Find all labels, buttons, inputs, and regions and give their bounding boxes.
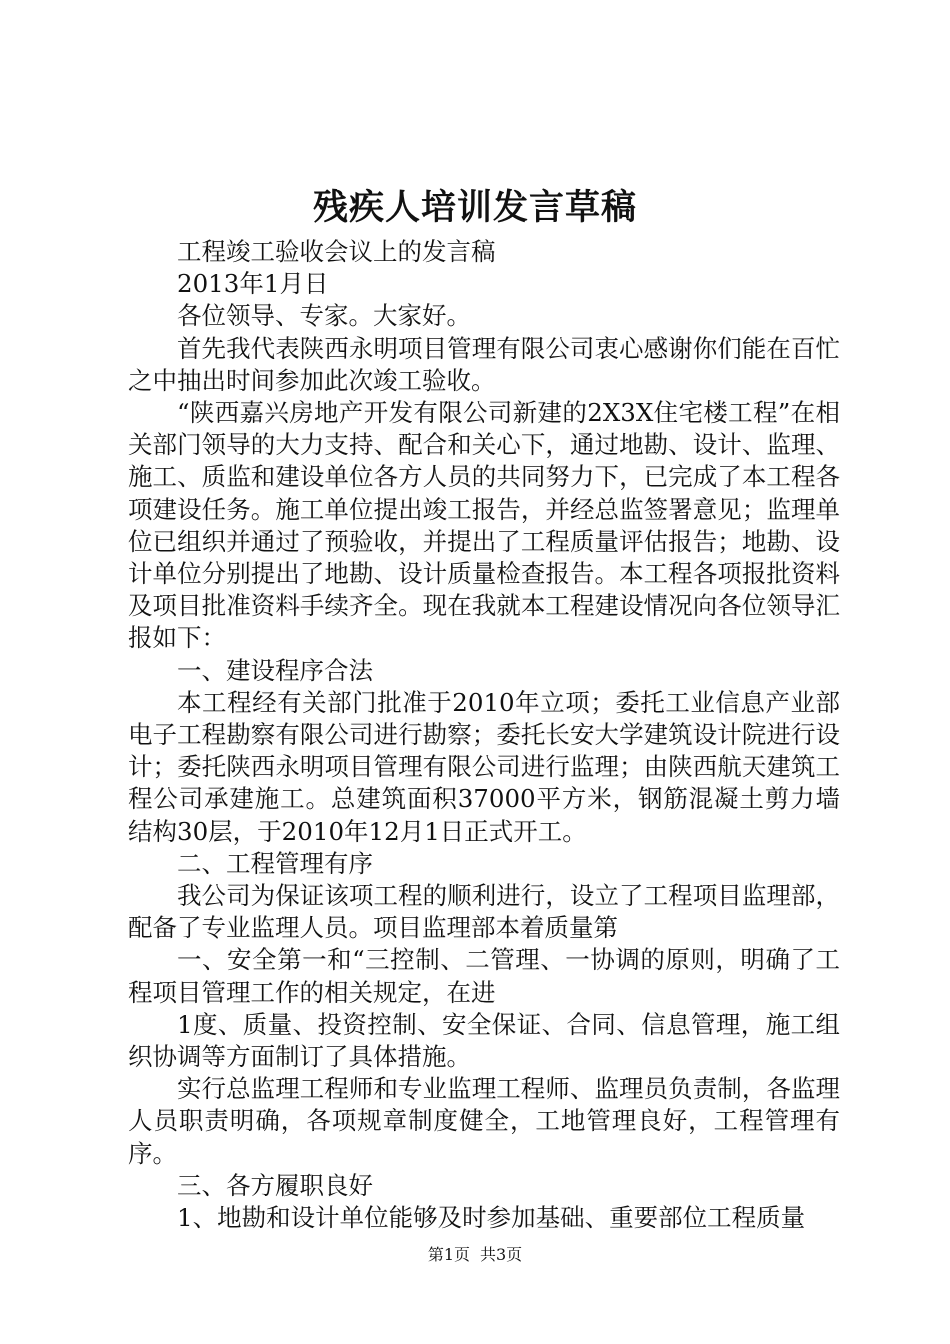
page-total: 共3页 bbox=[480, 1245, 523, 1264]
paragraph-thanks: 首先我代表陕西永明项目管理有限公司衷心感谢你们能在百忙之中抽出时间参加此次竣工验收。 bbox=[128, 333, 840, 395]
speech-date: 2013年1月日 bbox=[177, 269, 329, 299]
paragraph-management-3: 1度、质量、投资控制、安全保证、合同、信息管理，施工组织协调等方面制订了具体措施。 bbox=[128, 1009, 840, 1072]
paragraph-management-4: 实行总监理工程师和专业监理工程师、监理员负责制，各监理人员职责明确，各项规章制度健全，工地管理良好，工程管理有序。 bbox=[128, 1074, 840, 1168]
speech-heading: 工程竣工验收会议上的发言稿 bbox=[177, 237, 496, 266]
document-body bbox=[128, 236, 840, 1234]
greeting: 各位领导、专家。大家好。 bbox=[177, 301, 471, 331]
page-number: 第1页 bbox=[427, 1245, 470, 1264]
document-title: 残疾人培训发言草稿 bbox=[312, 187, 637, 228]
paragraph-project-info: 本工程经有关部门批准于2010年立项；委托工业信息产业部电子工程勘察有限公司进行勘察；委托长安大学建筑设计院进行设计；委托陕西永明项目管理有限公司进行监理；由陕西航天建筑工程公司承建施工。总建筑面积37000平方米，钢筋混凝土剪力墙结构30层，于2010年12月1日正式开工。 bbox=[128, 687, 840, 846]
section-heading-2: 二、工程管理有序 bbox=[177, 848, 373, 878]
paragraph-management-1: 我公司为保证该项工程的顺利进行，设立了工程项目监理部，配备了专业监理人员。项目监理部本着质量第 bbox=[128, 881, 840, 943]
paragraph-duties-1: 1、地勘和设计单位能够及时参加基础、重要部位工程质量 bbox=[177, 1203, 806, 1233]
paragraph-overview: “陕西嘉兴房地产开发有限公司新建的2X3X住宅楼工程”在相关部门领导的大力支持、配合和关心下，通过地勘、设计、监理、施工、质监和建设单位各方人员的共同努力下，已完成了本工程各项建设任务。施工单位提出竣工报告，并经总监签署意见；监理单位已组织并通过了预验收，并提出了工程质量评估报告；地勘、设计单位分别提出了地勘、设计质量检查报告。本工程各项报批资料及项目批准资料手续齐全。现在我就本工程建设情况向各位领导汇报如下： bbox=[128, 398, 840, 653]
paragraph-management-2: 一、安全第一和“三控制、二管理、一协调的原则，明确了工程项目管理工作的相关规定，在进 bbox=[128, 945, 840, 1007]
page-footer bbox=[0, 1244, 950, 1266]
section-heading-1: 一、建设程序合法 bbox=[177, 655, 373, 685]
section-heading-3: 三、各方履职良好 bbox=[177, 1170, 373, 1200]
